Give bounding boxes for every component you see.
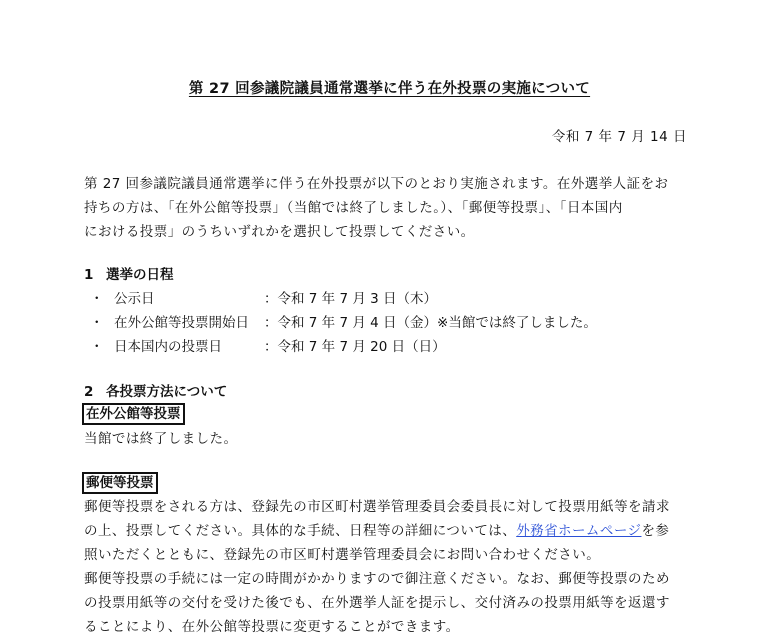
mofa-homepage-link[interactable]: 外務省ホームページ [516, 523, 642, 539]
bullet: ・ [90, 291, 104, 307]
paragraph-line: ることにより、在外公館等投票に変更することができます。 [84, 619, 460, 635]
intro-paragraph [84, 172, 696, 244]
schedule-item [84, 311, 696, 335]
schedule-item [84, 335, 696, 359]
paragraph-line [84, 519, 696, 543]
intro-line: 第 27 回参議院議員通常選挙に伴う在外投票が以下のとおり実施されます。在外選挙人証をお [84, 176, 669, 192]
paragraph-line: 照いただくとともに、登録先の市区町村選挙管理委員会にお問い合わせください。 [84, 547, 601, 563]
subheading-postal-voting [82, 472, 158, 494]
schedule-label: 在外公館等投票開始日 [114, 315, 249, 331]
section-title: 選挙の日程 [106, 267, 174, 283]
paragraph-line: 郵便等投票をされる方は、登録先の市区町村選挙管理委員会委員長に対して投票用紙等を請求 [84, 499, 670, 515]
subheading-embassy-voting [82, 403, 185, 425]
text-fragment: を参 [641, 523, 670, 539]
section-heading-methods [84, 380, 227, 400]
section-number: 2 [84, 384, 94, 400]
section-heading-schedule [84, 263, 174, 283]
paragraph-line: 郵便等投票の手続には一定の時間がかかりますので御注意ください。なお、郵便等投票のため [84, 571, 670, 587]
schedule-item [84, 287, 696, 311]
section-title: 各投票方法について [106, 384, 228, 400]
paragraph-line: の投票用紙等の交付を受けた後でも、在外選挙人証を提示し、交付済みの投票用紙等を返還す [84, 595, 670, 611]
intro-line: における投票」のうちいずれかを選択して投票してください。 [84, 224, 475, 240]
embassy-voting-text: 当館では終了しました。 [84, 431, 238, 447]
intro-line: 持ちの方は、「在外公館等投票」（当館では終了しました。）、「郵便等投票」、「日本国内 [84, 200, 623, 216]
text-fragment: の上、投票してください。具体的な手続、日程等の詳細については、 [84, 523, 517, 539]
page-title: 第 27 回参議院議員通常選挙に伴う在外投票の実施について [188, 81, 591, 97]
schedule-list [84, 287, 696, 359]
schedule-value: ：令和 7 年 7 月 4 日（金）※当館では終了しました。 [264, 315, 597, 331]
schedule-value: ：令和 7 年 7 月 20 日（日） [264, 339, 446, 355]
schedule-label: 公示日 [114, 291, 155, 307]
section-number: 1 [84, 267, 94, 283]
bullet: ・ [90, 315, 104, 331]
boxed-label: 在外公館等投票 [82, 403, 185, 425]
boxed-label: 郵便等投票 [82, 472, 158, 494]
bullet: ・ [90, 339, 104, 355]
publish-date: 令和 7 年 7 月 14 日 [551, 129, 687, 145]
schedule-value: ：令和 7 年 7 月 3 日（木） [264, 291, 438, 307]
postal-voting-paragraph [84, 495, 696, 639]
schedule-label: 日本国内の投票日 [114, 339, 222, 355]
